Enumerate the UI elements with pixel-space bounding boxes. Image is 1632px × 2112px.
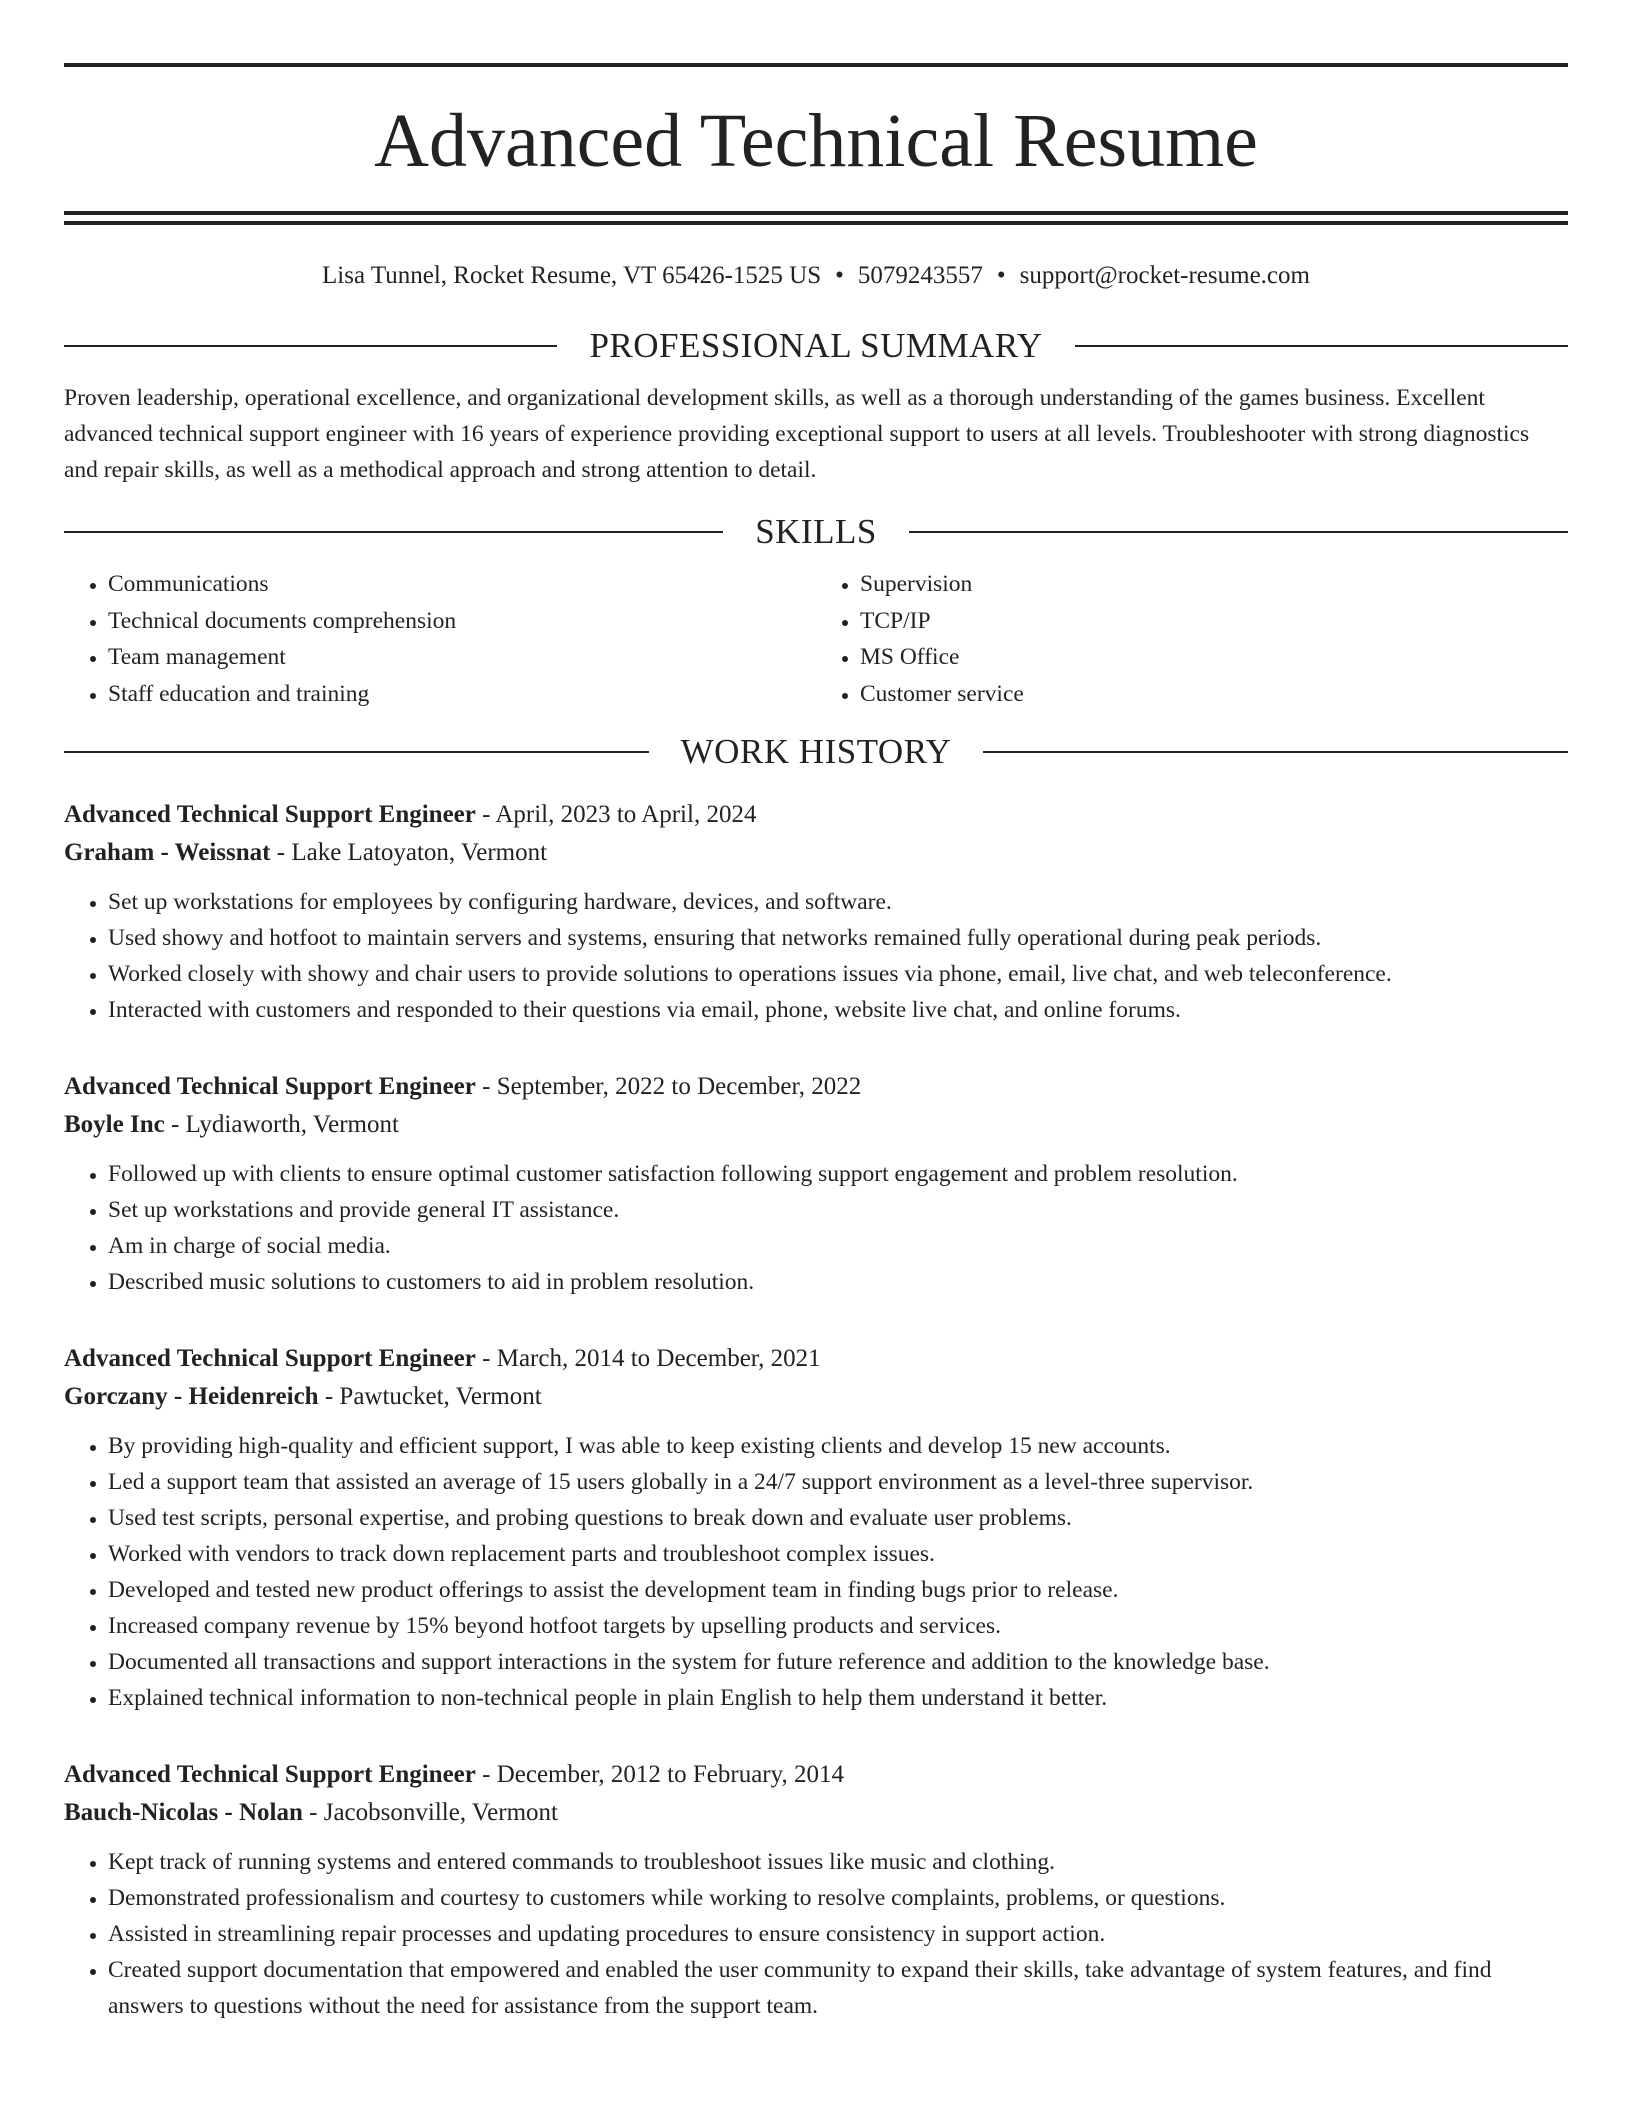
skill-item: • Communications xyxy=(108,566,816,603)
section-title-summary: PROFESSIONAL SUMMARY xyxy=(589,326,1043,365)
section-rule xyxy=(64,751,649,753)
section-rule xyxy=(64,531,723,533)
job-location: - Lake Latoyaton, Vermont xyxy=(270,839,548,866)
job-dates: - April, 2023 to April, 2024 xyxy=(475,801,757,828)
job-entry xyxy=(64,1068,1568,1300)
skill-item: • Team management xyxy=(108,639,816,676)
skill-item: • TCP/IP xyxy=(860,603,1568,640)
resume-page xyxy=(64,0,1568,2024)
resume-title: Advanced Technical Resume xyxy=(374,99,1258,183)
job-duties xyxy=(64,1156,1568,1300)
duty-item: • Followed up with clients to ensure optimal customer satisfaction following support engagement and problem resolution. xyxy=(108,1156,1568,1192)
section-header-skills xyxy=(64,512,1568,552)
contact-email: support@rocket-resume.com xyxy=(1019,262,1310,289)
duty-item: • Demonstrated professionalism and courtesy to customers while working to resolve complaints, problems, or questions. xyxy=(108,1880,1568,1916)
skill-item: • Supervision xyxy=(860,566,1568,603)
duty-item: • Assisted in streamlining repair processes and updating procedures to ensure consistency in support action. xyxy=(108,1916,1568,1952)
duty-item: • Led a support team that assisted an average of 15 users globally in a 24/7 support environment as a level-three supervisor. xyxy=(108,1464,1568,1500)
job-location: - Pawtucket, Vermont xyxy=(318,1383,542,1410)
section-title-work: WORK HISTORY xyxy=(680,732,952,771)
duty-item: • Described music solutions to customers to aid in problem resolution. xyxy=(108,1264,1568,1300)
contact-address: Lisa Tunnel, Rocket Resume, VT 65426-1525 US xyxy=(322,262,822,289)
duty-item: • Documented all transactions and support interactions in the system for future reference and addition to the knowledge base. xyxy=(108,1644,1568,1680)
job-entry xyxy=(64,1756,1568,2024)
duty-item: • Am in charge of social media. xyxy=(108,1228,1568,1264)
section-rule xyxy=(1075,345,1568,347)
duty-item: • Worked with vendors to track down replacement parts and troubleshoot complex issues. xyxy=(108,1536,1568,1572)
job-title: Advanced Technical Support Engineer xyxy=(64,1345,476,1372)
duty-item: • Developed and tested new product offerings to assist the development team in finding bugs prior to release. xyxy=(108,1572,1568,1608)
duty-item: • Kept track of running systems and entered commands to troubleshoot issues like music and clothing. xyxy=(108,1844,1568,1880)
section-rule xyxy=(64,345,557,347)
job-dates: - March, 2014 to December, 2021 xyxy=(475,1345,821,1372)
job-title: Advanced Technical Support Engineer xyxy=(64,801,476,828)
job-title: Advanced Technical Support Engineer xyxy=(64,1761,476,1788)
skills-column-left xyxy=(64,566,816,712)
job-duties xyxy=(64,884,1568,1028)
contact-phone: 5079243557 xyxy=(857,262,983,289)
section-title-skills: SKILLS xyxy=(755,512,877,551)
job-dates: - September, 2022 to December, 2022 xyxy=(475,1073,862,1100)
skill-item: • Technical documents comprehension xyxy=(108,603,816,640)
top-rule xyxy=(64,63,1568,67)
job-duties xyxy=(64,1428,1568,1716)
job-company: Boyle Inc xyxy=(64,1111,165,1138)
section-header-summary xyxy=(64,326,1568,366)
job-title-line xyxy=(64,796,1568,834)
job-company-line xyxy=(64,1106,1568,1144)
section-rule xyxy=(909,531,1568,533)
contact-separator: • xyxy=(996,262,1006,289)
job-location: - Jacobsonville, Vermont xyxy=(302,1799,558,1826)
duty-item: • Set up workstations for employees by configuring hardware, devices, and software. xyxy=(108,884,1568,920)
job-title: Advanced Technical Support Engineer xyxy=(64,1073,476,1100)
duty-item: • Set up workstations and provide general IT assistance. xyxy=(108,1192,1568,1228)
section-header-work xyxy=(64,732,1568,772)
job-company: Bauch-Nicolas - Nolan xyxy=(64,1799,303,1826)
skills-list xyxy=(64,566,1568,712)
job-company-line xyxy=(64,1378,1568,1416)
duty-item: • Interacted with customers and responded to their questions via email, phone, website live chat, and online forums. xyxy=(108,992,1568,1028)
skill-item: • Staff education and training xyxy=(108,676,816,713)
job-company-line xyxy=(64,834,1568,872)
contact-separator: • xyxy=(835,262,844,289)
job-dates: - December, 2012 to February, 2014 xyxy=(475,1761,844,1788)
duty-item: • Explained technical information to non-technical people in plain English to help them understand it better. xyxy=(108,1680,1568,1716)
job-title-line xyxy=(64,1068,1568,1106)
work-history xyxy=(64,796,1568,2024)
duty-item: • By providing high-quality and efficient support, I was able to keep existing clients and develop 15 new accounts. xyxy=(108,1428,1568,1464)
duty-item: • Used showy and hotfoot to maintain servers and systems, ensuring that networks remained fully operational during peak periods. xyxy=(108,920,1568,956)
duty-item: • Worked closely with showy and chair users to provide solutions to operations issues via phone, email, live chat, and web teleconference. xyxy=(108,956,1568,992)
skills-column-right xyxy=(816,566,1568,712)
skill-item: • MS Office xyxy=(860,639,1568,676)
skill-item: • Customer service xyxy=(860,676,1568,713)
contact-line xyxy=(64,261,1568,291)
title-double-rule xyxy=(64,211,1568,225)
job-entry xyxy=(64,1340,1568,1716)
summary-text: Proven leadership, operational excellence, and organizational development skills, as well as a thorough understanding of the games business. Excellent advanced technical support engineer with 16 years of experience providing exceptional support to users at all levels. Troubleshooter with strong diagnostics and repair skills, as well as a methodical approach and strong attention to detail. xyxy=(64,385,1530,483)
duty-item: • Created support documentation that empowered and enabled the user community to expand their skills, take advantage of system features, and find answers to questions without the need for assistance from the support team. xyxy=(108,1952,1568,2024)
duty-item: • Used test scripts, personal expertise, and probing questions to break down and evaluate user problems. xyxy=(108,1500,1568,1536)
job-company-line xyxy=(64,1794,1568,1832)
job-title-line xyxy=(64,1340,1568,1378)
job-entry xyxy=(64,796,1568,1028)
duty-item: • Increased company revenue by 15% beyond hotfoot targets by upselling products and services. xyxy=(108,1608,1568,1644)
job-company: Graham - Weissnat xyxy=(64,839,271,866)
section-rule xyxy=(983,751,1568,753)
job-company: Gorczany - Heidenreich xyxy=(64,1383,319,1410)
job-title-line xyxy=(64,1756,1568,1794)
job-duties xyxy=(64,1844,1568,2024)
job-location: - Lydiaworth, Vermont xyxy=(164,1111,399,1138)
